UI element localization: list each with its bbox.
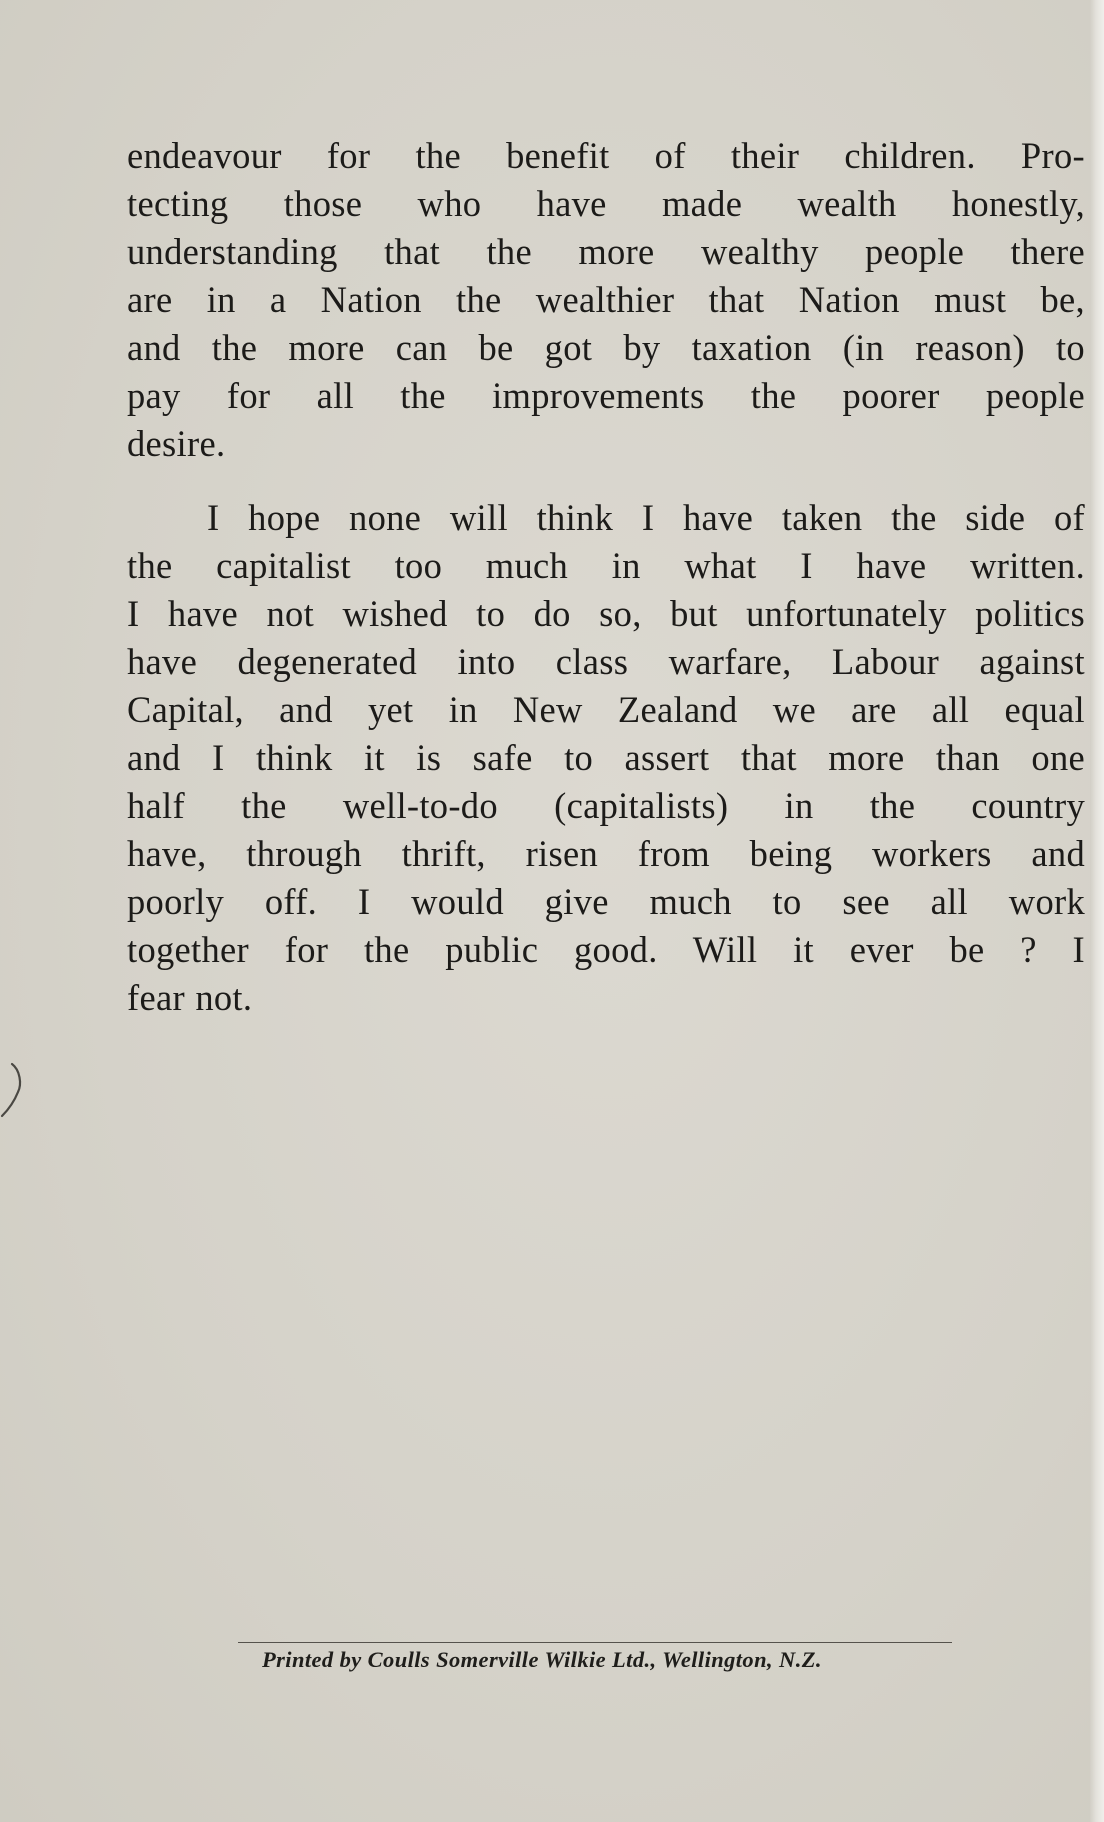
text-line: Capital, and yet in New Zealand we are all equal xyxy=(127,689,1085,730)
text-line: half the well-to-do (capitalists) in the country xyxy=(127,785,1085,826)
text-line: endeavour for the benefit of their children. Pro- xyxy=(127,135,1085,176)
text-line: understanding that the more wealthy people there xyxy=(127,231,1085,272)
page-edge xyxy=(1090,0,1104,1822)
printer-imprint: Printed by Coulls Somerville Wilkie Ltd., Wellington, N.Z. xyxy=(262,1647,822,1672)
text-line: are in a Nation the wealthier that Nation must be, xyxy=(127,279,1085,320)
text-line: the capitalist too much in what I have written. xyxy=(127,545,1085,586)
text-line: together for the public good. Will it ever be ? I xyxy=(127,929,1085,970)
paragraph-2 xyxy=(127,494,1085,1022)
text-line: have degenerated into class warfare, Labour against xyxy=(127,641,1085,682)
paragraph-1 xyxy=(127,132,1085,468)
paragraph-gap xyxy=(127,468,1085,494)
footer-rule xyxy=(238,1642,952,1643)
text-line: and I think it is safe to assert that more than one xyxy=(127,737,1085,778)
text-line: desire. xyxy=(127,423,226,464)
text-line: tecting those who have made wealth honestly, xyxy=(127,183,1085,224)
text-line: have, through thrift, risen from being workers and xyxy=(127,833,1085,874)
text-line: I have not wished to do so, but unfortunately politics xyxy=(127,593,1085,634)
text-line: and the more can be got by taxation (in reason) to xyxy=(127,327,1085,368)
pencil-mark xyxy=(0,1060,30,1120)
text-line: poorly off. I would give much to see all work xyxy=(127,881,1085,922)
body-text xyxy=(127,132,1085,1022)
text-line: pay for all the improvements the poorer people xyxy=(127,375,1085,416)
text-line: fear not. xyxy=(127,977,253,1018)
text-line: I hope none will think I have taken the side of xyxy=(207,497,1085,538)
